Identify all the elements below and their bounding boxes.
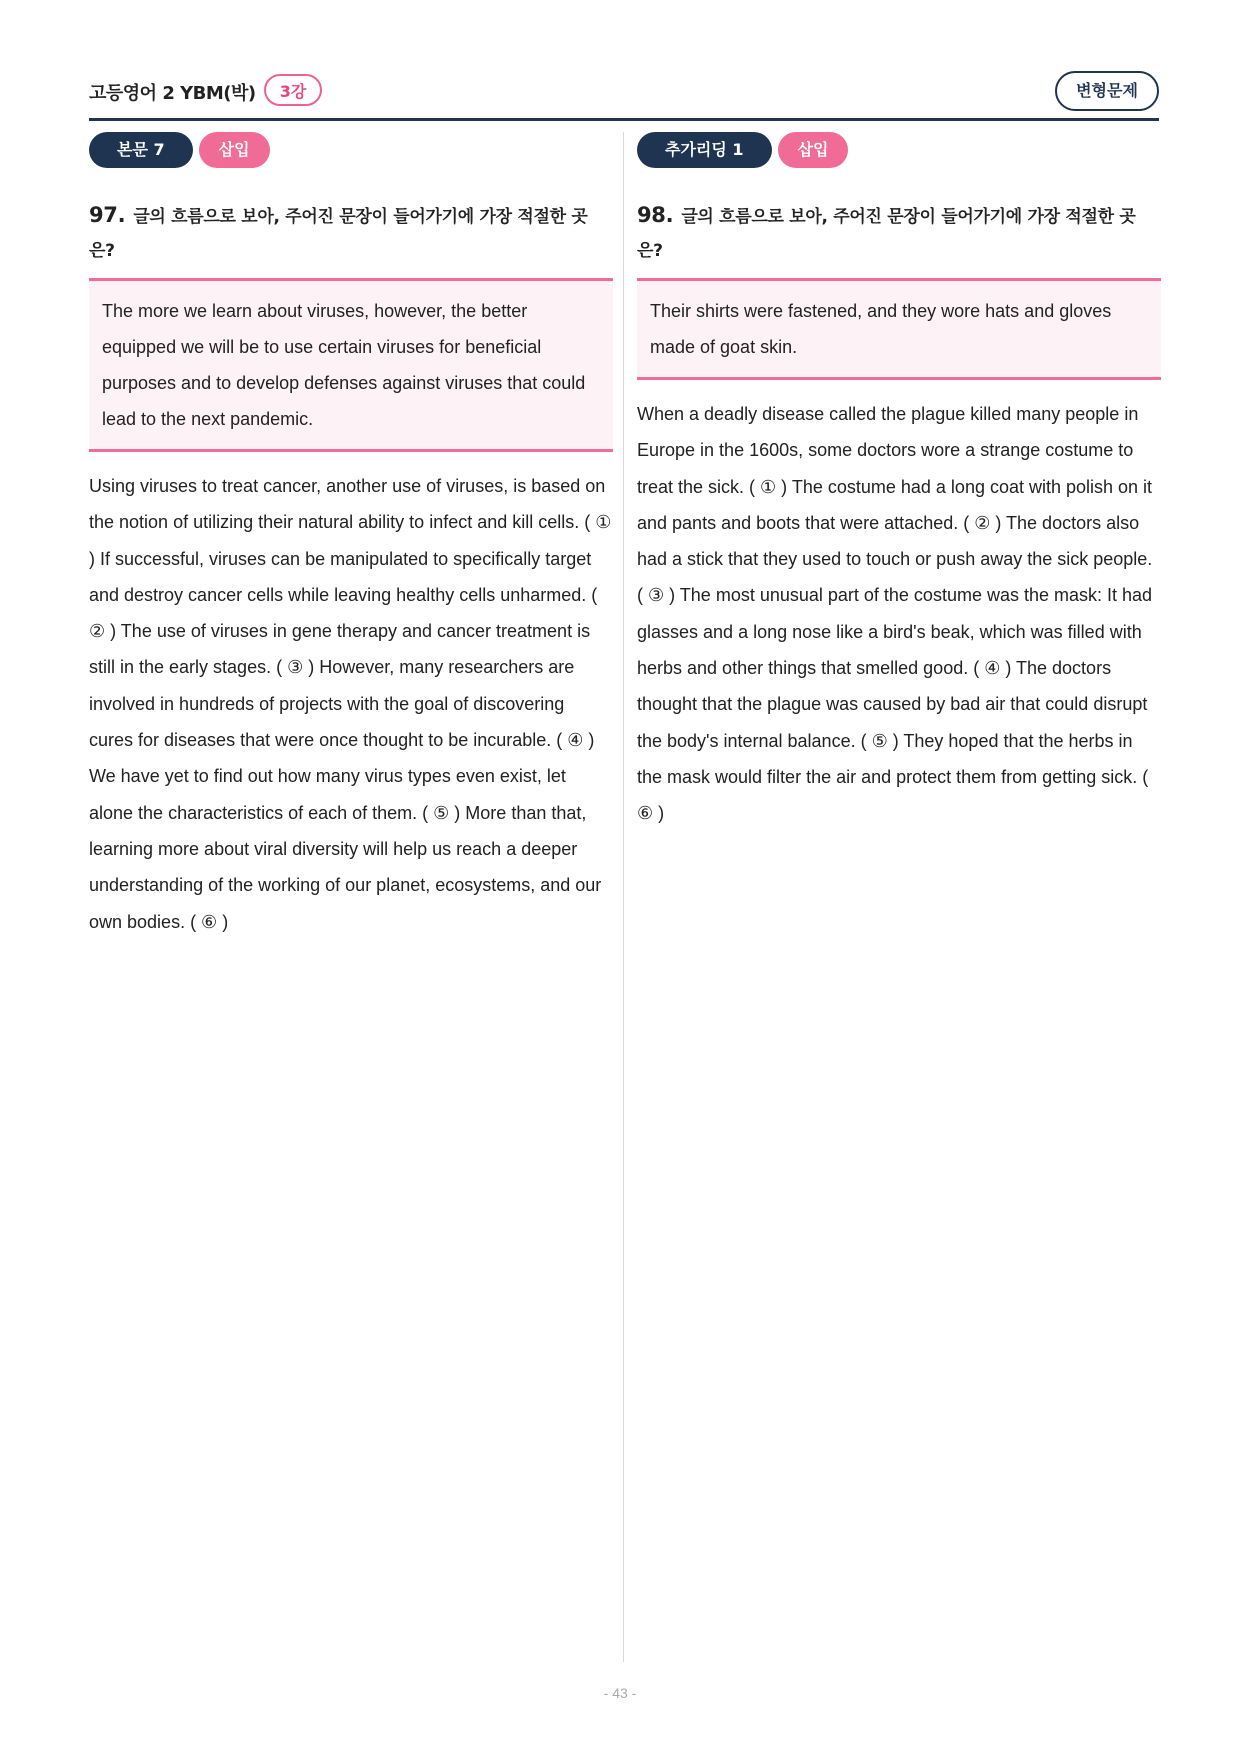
question-prompt (89, 198, 613, 268)
column-divider (623, 132, 624, 1662)
section-tag: 본문 7 (89, 132, 193, 168)
header-rule (89, 118, 1159, 121)
document-title: 고등영어 2 YBM(박) (89, 83, 256, 104)
given-sentence: Their shirts were fastened, and they wore hats and gloves made of goat skin. (650, 301, 1112, 357)
question-text: 글의 흐름으로 보아, 주어진 문장이 들어가기에 가장 적절한 곳은? (89, 207, 588, 261)
passage-text: Using viruses to treat cancer, another use of viruses, is based on the notion of utilizing their natural ability to infect and kill cells. ( ① ) If successful, viruses can be manipulated to specifically target and destroy cancer cells while leaving healthy cells unharmed. ( ② ) The use of viruses in gene therapy and cancer treatment is still in the early stages. ( ③ ) However, many researchers are involved in hundreds of projects with the goal of discovering cures for diseases that were once thought to be incurable. ( ④ ) We have yet to find out how many virus types even exist, let alone the characteristics of each of them. ( ⑤ ) More than that, learning more about viral diversity will help us reach a deeper understanding of the working of our planet, ecosystems, and our own bodies. ( ⑥ ) (89, 476, 612, 932)
given-sentence-box (89, 278, 613, 452)
question-98 (637, 132, 1161, 832)
question-tags (637, 132, 1161, 170)
page-header (89, 71, 1159, 117)
question-tags (89, 132, 613, 170)
given-sentence-box (637, 278, 1161, 380)
question-type-tag: 삽입 (199, 132, 270, 168)
question-prompt (637, 198, 1161, 268)
question-97 (89, 132, 613, 940)
problem-type-badge: 변형문제 (1055, 71, 1159, 111)
question-type-tag: 삽입 (778, 132, 849, 168)
given-sentence: The more we learn about viruses, however, the better equipped we will be to use certain viruses for beneficial purposes and to develop defenses against viruses that could lead to the next pandemic. (102, 301, 586, 429)
question-number: 97. (89, 203, 126, 227)
section-tag: 추가리딩 1 (637, 132, 772, 168)
page-number: - 43 - (603, 1685, 637, 1701)
question-number: 98. (637, 203, 674, 227)
passage-text: When a deadly disease called the plague killed many people in Europe in the 1600s, some doctors wore a strange costume to treat the sick. ( ① ) The costume had a long coat with polish on it and pants and boots that were attached. ( ② ) The doctors also had a stick that they used to touch or push away the sick people. ( ③ ) The most unusual part of the costume was the mask: It had glasses and a long nose like a bird's beak, which was filled with herbs and other things that smelled good. ( ④ ) The doctors thought that the plague was caused by bad air that could disrupt the body's internal balance. ( ⑤ ) They hoped that the herbs in the mask would filter the air and protect them from getting sick. ( ⑥ ) (637, 404, 1153, 824)
question-text: 글의 흐름으로 보아, 주어진 문장이 들어가기에 가장 적절한 곳은? (637, 207, 1136, 261)
lesson-badge: 3강 (264, 74, 322, 106)
